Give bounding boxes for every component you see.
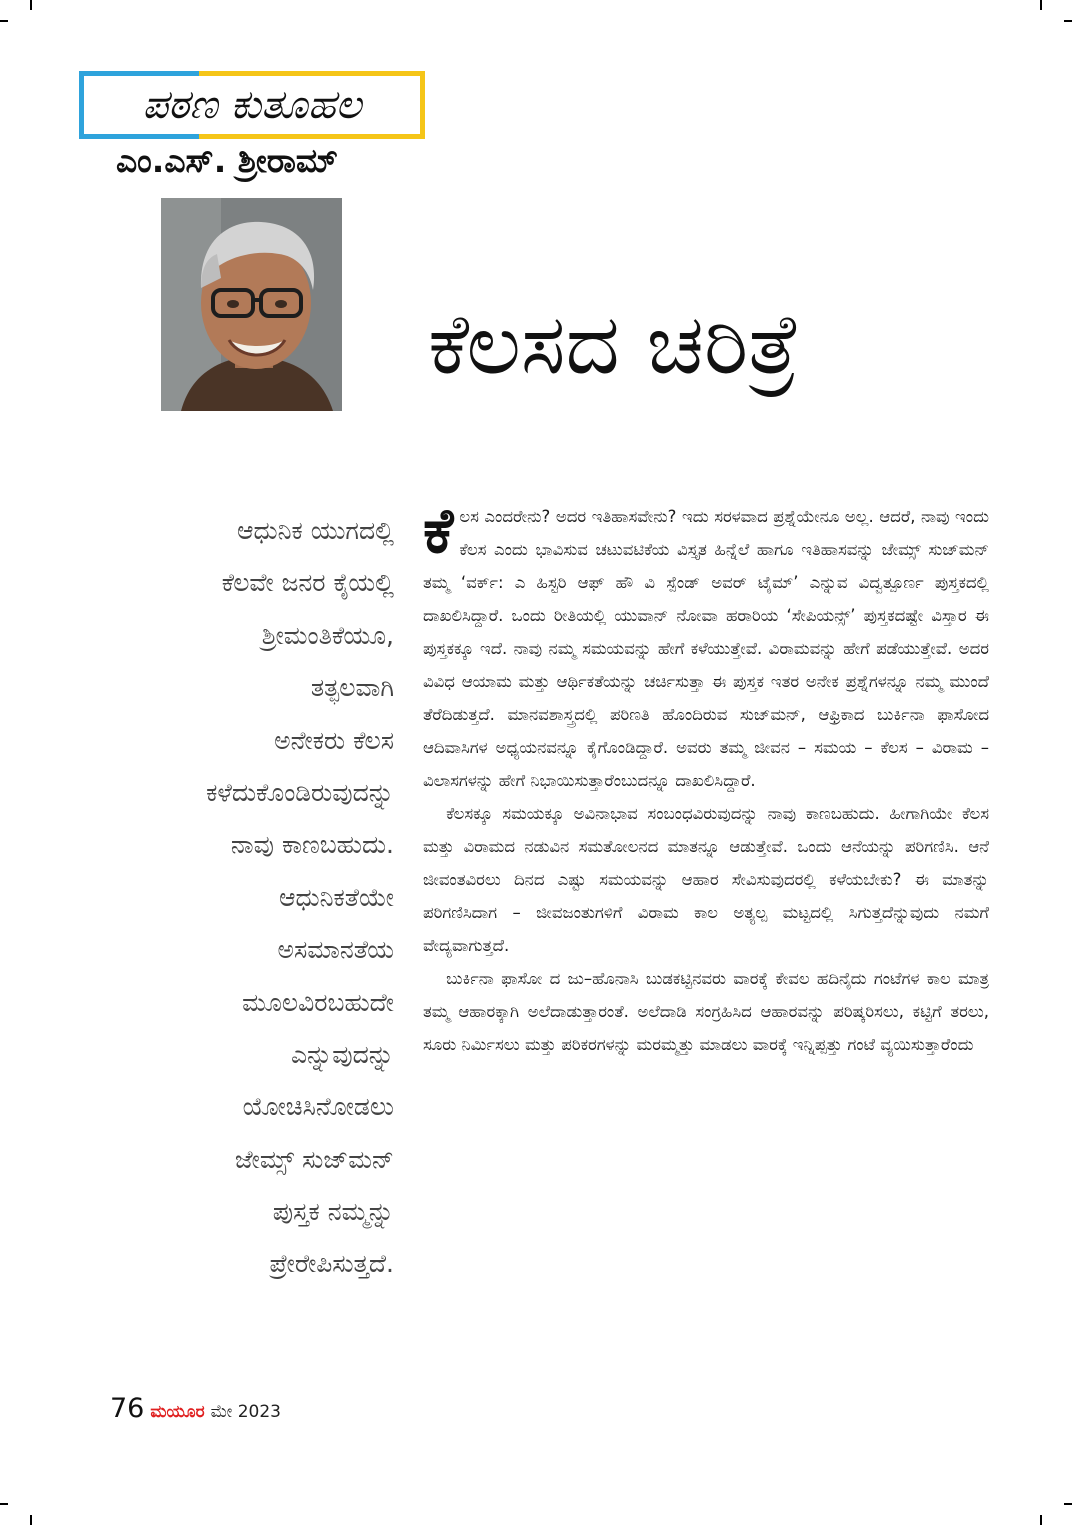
author-name: ಎಂ.ಎಸ್. ಶ್ರೀರಾಮ್ [116, 141, 338, 180]
crop-mark [30, 1515, 32, 1525]
page-footer [110, 1393, 281, 1425]
crop-mark [1040, 1515, 1042, 1525]
pull-quote-line: ಆಧುನಿಕತೆಯೇ [279, 882, 394, 912]
crop-mark [1040, 0, 1042, 10]
pull-quote-line: ಪ್ರೇರೇಪಿಸುತ್ತದೆ. [269, 1249, 394, 1279]
article-body [423, 494, 989, 1061]
drop-cap: ಕೆ [423, 494, 454, 567]
pull-quote-line: ಕಳೆದುಕೊಂಡಿರುವುದನ್ನು [206, 777, 394, 807]
article-paragraph [423, 494, 989, 797]
issue-date: ಮೇ 2023 [210, 1402, 281, 1422]
page-number: 76 [110, 1393, 145, 1424]
pull-quote-line: ಯೋಚಿಸಿನೋಡಲು [242, 1092, 394, 1122]
crop-mark [0, 1503, 8, 1505]
pull-quote-line: ನಾವು ಕಾಣಬಹುದು. [230, 830, 394, 860]
pull-quote-line: ಎನ್ನುವುದನ್ನು [290, 1039, 394, 1069]
article-paragraph: ಬುರ್ಕಿನಾ ಫಾಸೋ ದ ಜು–ಹೊನಾಸಿ ಬುಡಕಟ್ಟಿನವರು ವಾರಕ್ಕೆ ಕೇವಲ ಹದಿನೈದು ಗಂಟೆಗಳ ಕಾಲ ಮಾತ್ರ ತಮ್ಮ ಆಹಾರಕ್ಕಾಗಿ ಅಲೆದಾಡುತ್ತಾರಂತೆ. ಅಲೆದಾಡಿ ಸಂಗ್ರಹಿಸಿದ ಆಹಾರವನ್ನು ಪರಿಷ್ಕರಿಸಲು, ಕಟ್ಟಿಗೆ ತರಲು, ಸೂರು ನಿರ್ಮಿಸಲು ಮತ್ತು ಪರಿಕರಗಳನ್ನು ಮರಮ್ಮತ್ತು ಮಾಡಲು ವಾರಕ್ಕೆ ಇನ್ನಿಪ್ಪತ್ತು ಗಂಟೆ ವ್ಯಯಿಸುತ್ತಾರೆಂದು [423, 969, 989, 1054]
paragraph-text: ಲಸ ಎಂದರೇನು? ಅದರ ಇತಿಹಾಸವೇನು? ಇದು ಸರಳವಾದ ಪ್ರಶ್ನೆಯೇನೂ ಅಲ್ಲ. ಆದರೆ, ನಾವು ಇಂದು ಕೆಲಸ ಎಂದು ಭಾವಿಸುವ ಚಟುವಟಿಕೆಯ ವಿಸ್ತೃತ ಹಿನ್ನೆಲೆ ಹಾಗೂ ಇತಿಹಾಸವನ್ನು ಜೇಮ್ಸ್ ಸುಜ್‌ಮನ್ ತಮ್ಮ ‘ವರ್ಕ್: ಎ ಹಿಸ್ಟರಿ ಆಫ್ ಹೌ ವಿ ಸ್ಪೆಂಡ್ ಅವರ್ ಟೈಮ್’ ಎನ್ನುವ ವಿದ್ವತ್ಪೂರ್ಣ ಪುಸ್ತಕದಲ್ಲಿ ದಾಖಲಿಸಿದ್ದಾರೆ. ಒಂದು ರೀತಿಯಲ್ಲಿ ಯುವಾನ್ ನೋವಾ ಹರಾರಿಯ ‘ಸೇಪಿಯನ್ಸ್’ ಪುಸ್ತಕದಷ್ಟೇ ವಿಸ್ತಾರ ಈ ಪುಸ್ತಕಕ್ಕೂ ಇದೆ. ನಾವು ನಮ್ಮ ಸಮಯವನ್ನು ಹೇಗೆ ಕಳೆಯುತ್ತೇವೆ. ವಿರಾಮವನ್ನು ಹೇಗೆ ಪಡೆಯುತ್ತೇವೆ. ಅದರ ವಿವಿಧ ಆಯಾಮ ಮತ್ತು ಆರ್ಥಿಕತೆಯನ್ನು ಚರ್ಚಿಸುತ್ತಾ ಈ ಪುಸ್ತಕ ಇತರ ಅನೇಕ ಪ್ರಶ್ನೆಗಳನ್ನೂ ನಮ್ಮ ಮುಂದೆ ತೆರೆದಿಡುತ್ತದೆ. ಮಾನವಶಾಸ್ತ್ರದಲ್ಲಿ ಪರಿಣತಿ ಹೊಂದಿರುವ ಸುಜ್‌ಮನ್, ಆಫ್ರಿಕಾದ ಬುರ್ಕಿನಾ ಫಾಸೋದ ಆದಿವಾಸಿಗಳ ಅಧ್ಯಯನವನ್ನೂ ಕೈಗೊಂಡಿದ್ದಾರೆ. ಅವರು ತಮ್ಮ ಜೀವನ – ಸಮಯ – ಕೆಲಸ – ವಿರಾಮ – ವಿಲಾಸಗಳನ್ನು ಹೇಗೆ ನಿಭಾಯಿಸುತ್ತಾರೆಂಬುದನ್ನೂ ದಾಖಲಿಸಿದ್ದಾರೆ. [423, 507, 989, 790]
crop-mark [1064, 1503, 1072, 1505]
article-title: ಕೆಲಸದ ಚರಿತ್ರೆ [428, 295, 800, 393]
pull-quote-line: ಜೇಮ್ಸ್ ಸುಜ್‌ಮನ್ [234, 1144, 394, 1174]
column-logo [79, 71, 425, 139]
pull-quote-line: ಅಸಮಾನತೆಯ [277, 935, 394, 965]
pull-quote-line: ಅನೇಕರು ಕೆಲಸ [274, 725, 394, 755]
magazine-name: ಮಯೂರ [150, 1402, 205, 1422]
pull-quote-line: ಕೆಲವೇ ಜನರ ಕೈಯಲ್ಲಿ [221, 568, 394, 598]
column-title: ಪಠಣ ಕುತೂಹಲ [142, 82, 362, 128]
crop-mark [0, 20, 8, 22]
pull-quote-line: ತತ್ಫಲವಾಗಿ [310, 673, 394, 703]
crop-mark [1064, 20, 1072, 22]
article-paragraph: ಕೆಲಸಕ್ಕೂ ಸಮಯಕ್ಕೂ ಅವಿನಾಭಾವ ಸಂಬಂಧವಿರುವುದನ್ನು ನಾವು ಕಾಣಬಹುದು. ಹೀಗಾಗಿಯೇ ಕೆಲಸ ಮತ್ತು ವಿರಾಮದ ನಡುವಿನ ಸಮತೋಲನದ ಮಾತನ್ನೂ ಆಡುತ್ತೇವೆ. ಒಂದು ಆನೆಯನ್ನು ಪರಿಗಣಿಸಿ. ಆನೆ ಜೀವಂತವಿರಲು ದಿನದ ಎಷ್ಟು ಸಮಯವನ್ನು ಆಹಾರ ಸೇವಿಸುವುದರಲ್ಲಿ ಕಳೆಯಬೇಕು? ಈ ಮಾತನ್ನು ಪರಿಗಣಿಸಿದಾಗ – ಜೀವಜಂತುಗಳಿಗೆ ವಿರಾಮ ಕಾಲ ಅತ್ಯಲ್ಪ ಮಟ್ಟದಲ್ಲಿ ಸಿಗುತ್ತದೆನ್ನುವುದು ನಮಗೆ ವೇದ್ಯವಾಗುತ್ತದೆ. [423, 804, 989, 955]
pull-quote [108, 505, 394, 1291]
pull-quote-line: ಶ್ರೀಮಂತಿಕೆಯೂ, [261, 620, 394, 650]
pull-quote-line: ಪುಸ್ತಕ ನಮ್ಮನ್ನು [272, 1197, 394, 1227]
author-photo [161, 198, 342, 411]
pull-quote-line: ಮೂಲವಿರಬಹುದೇ [242, 987, 394, 1017]
crop-mark [30, 0, 32, 10]
pull-quote-line: ಆಧುನಿಕ ಯುಗದಲ್ಲಿ [237, 516, 394, 545]
